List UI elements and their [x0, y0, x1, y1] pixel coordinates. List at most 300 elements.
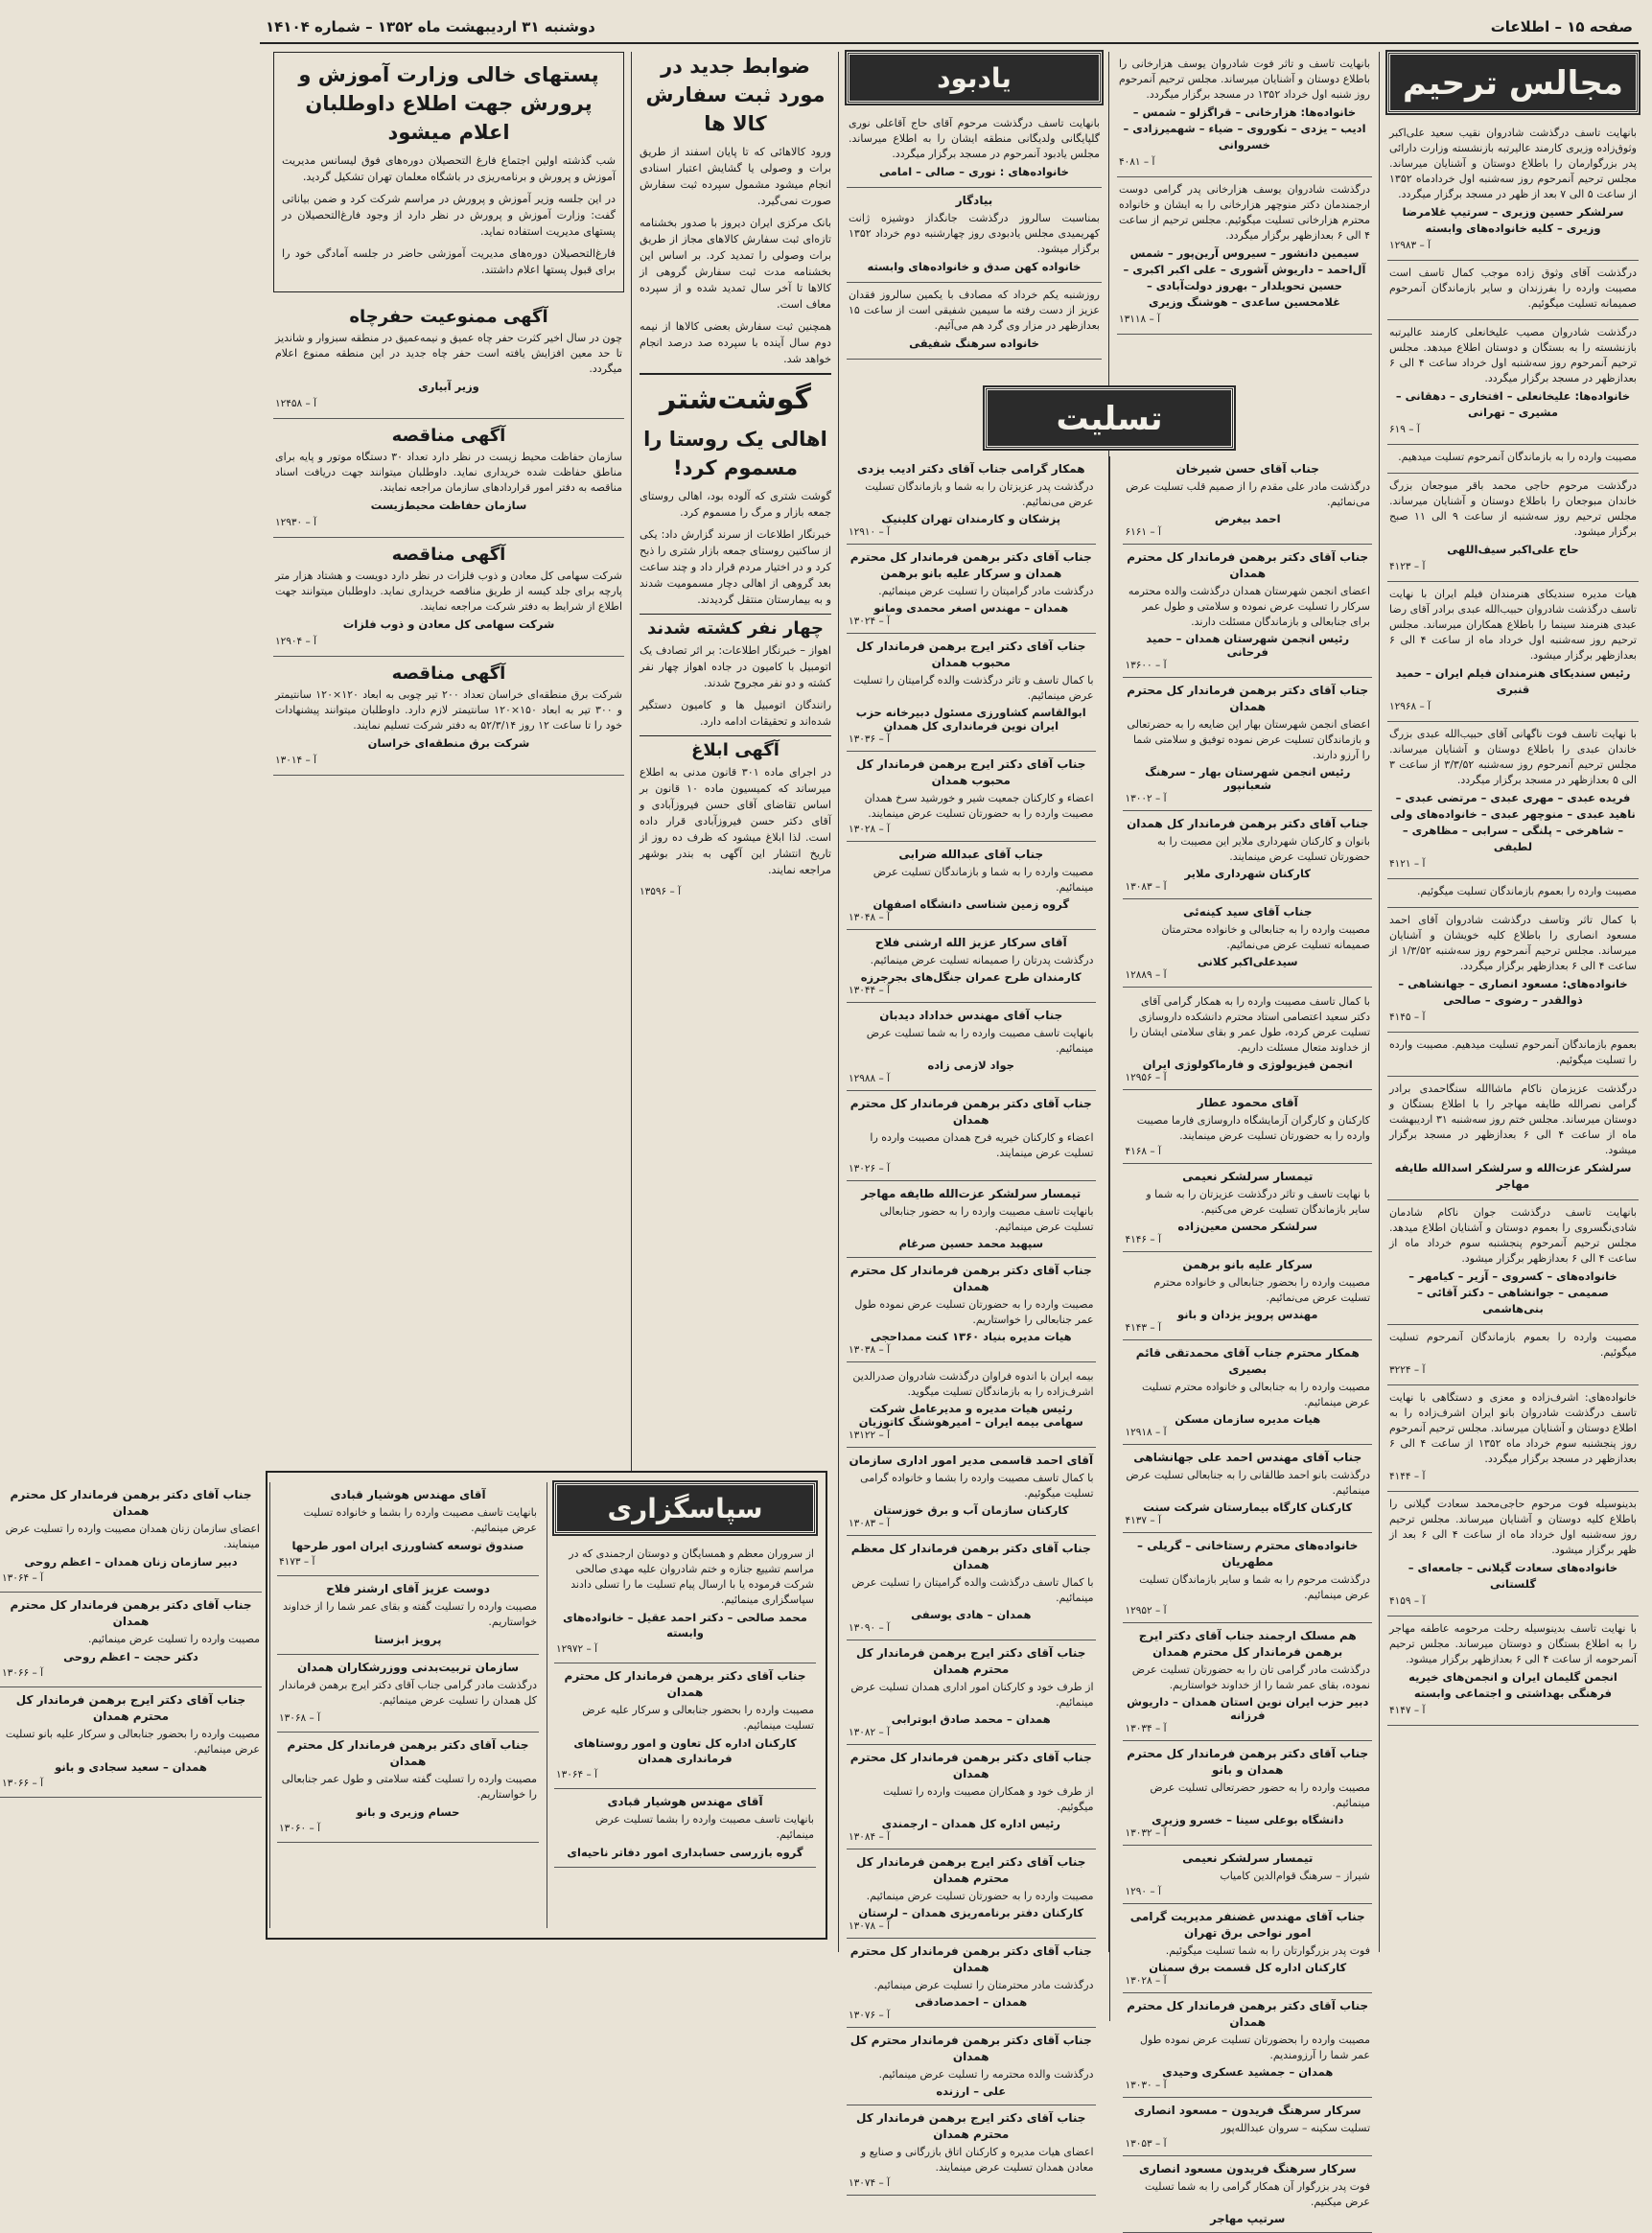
notice-body: درگذشت پدرتان را صمیمانه تسلیت عرض مینمائیم. — [870, 954, 1094, 966]
subheadline-camel-meat: اهالی یک روستا را مسموم کرد! — [643, 428, 827, 479]
notice-code: آ – ۱۳۰۶۸ — [279, 1712, 321, 1724]
notice-item — [1387, 474, 1639, 582]
notice-body: بانهایت تاسف درگذشت مرحوم آقای حاج آقاعلی نوری گلپایگانی ولدیگانی منطقه ایشان را به اطلاع میرساند. مجلس یادبود آنمرحوم در مسجد برگزار میگردد. — [849, 117, 1100, 160]
notice-body: با کمال تاثر وتاسف درگذشت شادروان آقای احمد مسعود انصاری را باطلاع کلیه خویشان و آشنایان میرساند. مجلس ترحیم آنمرحوم روز سه‌شنبه ۱/۳/۵۲ از ساعت ۴ الی ۶ بعدازظهر برگزار میگردد. — [1389, 914, 1637, 972]
notice-signature: علی – ارزنده — [936, 2084, 1007, 2098]
notice-heading: سرکار علیه بانو برهمن — [1182, 1258, 1314, 1271]
notice-item — [847, 2105, 1096, 2196]
notice-body: بانهایت تاسف درگذشت شادروان نقیب سعید علی‌اکبر وثوق‌زاده وزیری کارمند عالیرتبه بازنشسته وزارت دارائی پدر بزرگوارمان را باطلاع دوستان و آشنایان میرساند. مجلس ترحیم آنمرحوم روز سه‌شنبه اول خردادماه ۱۳۵۲ از ساعت ۵ الی ۷ بعد از ظهر در مسجد برگزار میگردد. — [1389, 127, 1637, 200]
notice-code: آ – ۶۱۶۱ — [1125, 526, 1161, 538]
notice-signature: هیات مدیره بنیاد ۱۳۶۰ کنت ممداحجی — [870, 1330, 1072, 1343]
notice-heading: جناب آقای دکتر برهمن فرماندار کل محترم همدان — [10, 1598, 252, 1628]
notice-body: از طرف خود و همکاران مصیبت وارده را تسلیت میگوئیم. — [883, 1785, 1094, 1813]
thanks-notices — [0, 1482, 816, 1928]
notice-code: آ – ۱۳۰۷۸ — [849, 1920, 891, 1932]
memorials-banner: مجالس ترحیم — [1387, 52, 1639, 113]
notice-code: آ – ۴۱۴۳ — [1125, 1322, 1161, 1334]
notice-body: مصیبت وارده را به بازماندگان آنمرحوم تسلیت میدهیم. — [1398, 451, 1637, 463]
notice-code: آ – ۱۲۹۱۰ — [849, 526, 891, 538]
notice-item — [1123, 2098, 1372, 2156]
article-paragraph: در اجرای ماده ۳۰۱ قانون مدنی به اطلاع میرساند که کمیسیون ماده ۱۰ قانون بر اساس تقاضای آقای حسن فیروزآبادی و آقای دکتر حسن فیروزآبادی قرار داده است. لذا ابلاغ میشود که ظرف ده روز از تاریخ انتشار این آگهی به بندر بوشهر مراجعه نمایند. — [640, 766, 832, 876]
headline-accident: چهار نفر کشته شدند — [640, 614, 831, 637]
notice-item — [847, 1003, 1096, 1091]
masthead — [260, 12, 1639, 44]
memorial-notices — [1387, 121, 1639, 1726]
notice-signature: سرتیپ مهاجر — [1210, 2212, 1286, 2225]
ad-title: آگهی مناقصه — [391, 426, 506, 446]
notice-code: آ – ۱۲۹۸۳ — [1389, 240, 1431, 251]
ad-code: آ – ۱۲۴۵۸ — [275, 398, 317, 409]
notice-body: درگذشت آقای وثوق زاده موجب کمال تاسف است مصیبت وارده را بفرزندان و سایر بازماندگان آنمرحوم صمیمانه تسلیت میگوئیم. — [1389, 267, 1637, 310]
notice-code: آ – ۱۳۰۶۴ — [556, 1769, 598, 1780]
notice-item — [1123, 899, 1372, 988]
notice-code: آ – ۱۳۰۴۴ — [849, 985, 891, 996]
notice-body: بعموم بازماندگان آنمرحوم تسلیت میدهیم. مصیبت وارده را تسلیت میگوئیم. — [1389, 1038, 1637, 1066]
headline-notification: آگهی ابلاغ — [640, 735, 831, 758]
column-ads — [273, 52, 624, 1473]
notice-code: آ – ۱۲۹۶۸ — [1389, 701, 1431, 712]
notice-heading: آقای مهندس هوشیار قبادی — [330, 1488, 486, 1501]
ad-code: آ – ۱۲۹۰۴ — [275, 636, 317, 647]
notice-body: شیراز – سرهنگ قوام‌الدین کامیاب — [1220, 1870, 1370, 1882]
notice-body: درگذشت مادر علی مقدم را از صمیم قلب تسلیت عرض می‌نمائیم. — [1126, 480, 1370, 508]
notice-signature: مهندس پرویز یزدان و بانو — [1177, 1308, 1318, 1321]
notice-item — [1387, 1492, 1639, 1617]
notice-item — [1123, 1623, 1372, 1741]
notice-signature: حاج علی‌اکبر سیف‌اللهی — [1447, 543, 1579, 556]
article-paragraph: گوشت شتری که آلوده بود، اهالی روستای جمعه بازار و مرگ را مسموم کرد. — [640, 490, 831, 519]
notice-code: آ – ۱۳۰۷۶ — [849, 2010, 891, 2021]
notice-signature: همدان – سعید سجادی و بانو — [55, 1760, 207, 1774]
notice-code: آ – ۱۳۰۲۴ — [849, 616, 891, 627]
notice-signature: خانواده‌ها: هزارخانی – قراگزلو – شمس – ادیب – یزدی – نکوروی – ضیاء – شهمیرزادی – خسروانی — [1123, 105, 1366, 151]
condolence-list-left — [847, 456, 1096, 2189]
notice-item — [1387, 445, 1639, 474]
notice-body: درگذشت مادر گرامیتان را تسلیت عرض مینمائیم. — [878, 585, 1094, 597]
notice-code: آ – ۳۲۲۴ — [1389, 1364, 1426, 1376]
notice-body: مصیبت وارده را بحضور جنابعالی و خانواده محترم تسلیت عرض می‌نمائیم. — [1153, 1276, 1370, 1304]
notice-item — [1117, 52, 1372, 177]
notice-signature: هیات مدیره سازمان مسکن — [1175, 1412, 1321, 1426]
notice-body: درگذشت مادر محترمتان را تسلیت عرض مینمائیم. — [873, 1979, 1094, 1991]
notice-code: آ – ۱۲۹۵۲ — [1125, 1605, 1167, 1617]
notice-heading: جناب آقای دکتر ایرج برهمن فرماندار کل محبوب همدان — [856, 757, 1086, 787]
notice-body: با نهایت تاسف و تاثر درگذشت عزیزتان را به شما و سایر بازماندگان تسلیت عرض می‌کنیم. — [1146, 1188, 1370, 1216]
notice-heading: جناب آقای دکتر برهمن فرماندار کل محترم همدان — [10, 1488, 252, 1518]
notice-body: خانواده‌های: اشرف‌زاده و معزی و دستگاهی با نهایت تاسف درگذشت شادروان بانو ایران اشرف‌زاده را به اطلاع دوستان و آشنایان میرساند. مجلس ترحیم آنمرحوم روز پنجشنبه سوم خرداد ماه ۱۳۵۲ از ساعت ۴ الی ۶ بعدازظهر در مسجد برگزار میگردد. — [1389, 1391, 1637, 1465]
notice-signature: خانواده‌های – کسروی – آزیر – کیامهر – صمیمی – جوانشاهی – دکتر آقائی – بنی‌هاشمی — [1408, 1269, 1617, 1315]
notice-body: مصیبت وارده را به جنابعالی و خانواده محترم تسلیت عرض مینمائیم. — [1142, 1381, 1370, 1408]
notice-item — [847, 634, 1096, 752]
notice-signature: حسام وزیری و بانو — [356, 1805, 460, 1819]
notice-heading: جناب آقای دکتر برهمن فرماندار کل محترم همدان — [1127, 550, 1369, 580]
article-paragraph: ورود کالاهائی که تا پایان اسفند از طریق برات و وصولی یا گشایش اعتبار اسنادی انجام میشود مشمول سپرده ثبت سفارش صورت نمی‌گیرد. — [640, 146, 831, 207]
notice-signature: خانواده‌های : نوری – صالی – امامی — [879, 165, 1069, 178]
notice-body: بانهایت تاسف مصیبت وارده را به حضور جنابعالی تسلیت عرض مینمائیم. — [879, 1205, 1094, 1233]
thanks-banner: سپاسگزاری — [554, 1482, 816, 1534]
notice-body: بانهایت تاسف مصیبت وارده را به شما تسلیت عرض مینمائیم. — [866, 1027, 1094, 1055]
notice-code: آ – ۱۳۰۸۲ — [849, 1727, 891, 1738]
notice-item — [1123, 1445, 1372, 1533]
notice-item — [1123, 1904, 1372, 1993]
ad-well-ban — [273, 300, 624, 419]
newspaper-page — [2, 12, 1639, 2225]
notice-body: مصیبت وارده را به جنابعالی و خانواده محترمتان صمیمانه تسلیت عرض می‌نمائیم. — [1161, 923, 1370, 951]
column-memorials — [1387, 52, 1639, 1952]
notice-heading: جناب آقای دکتر ایرج برهمن فرماندار کل محترم همدان — [15, 1693, 246, 1723]
notice-body: درگذشت مادر گرامی تان را به حضورتان تسلیت عرض نموده، بقای عمر شما را از خداوند خواستاریم. — [1131, 1663, 1370, 1691]
notice-item — [554, 1542, 816, 1663]
notice-heading: آقای مهندس هوشیار قبادی — [607, 1795, 763, 1808]
column-divider — [631, 52, 632, 1473]
notice-code: آ – ۱۳۰۲۸ — [849, 824, 891, 835]
article-paragraph: بانک مرکزی ایران دیروز با صدور بخشنامه تازه‌ای ثبت سفارش کالاهای مجاز از طریق برات وصولی را تمدید کرد. بر اساس این بخشنامه مدت ثبت سفارش گروهی از کالاها تا آخر سال تمدید شده و از سپرده معاف است. — [640, 217, 831, 311]
thanks-columns — [2, 1482, 816, 1928]
notice-signature: انجمن فیزیولوژی و فارماکولوژی ایران — [1142, 1058, 1353, 1071]
notice-signature: کارکنان دفتر برنامه‌ریزی همدان – لرستان — [858, 1906, 1084, 1919]
notice-heading: آقای احمد قاسمی مدیر امور اداری سازمان — [849, 1454, 1094, 1467]
notice-body: مصیبت وارده را بحضور جنابعالی و سرکار علیه بانو تسلیت عرض مینمائیم. — [5, 1728, 260, 1756]
notice-heading: جناب آقای دکتر برهمن فرماندار کل محترم همدان — [287, 1738, 529, 1768]
notice-body: اعضاء و کارکنان جمعیت شیر و خورشید سرخ همدان مصیبت وارده را به حضورتان تسلیت عرض مینمایند. — [864, 792, 1094, 820]
ad-signature: سازمان حفاظت محیط‌زیست — [370, 499, 527, 512]
notice-signature: خانواده‌ها: علیخانعلی – افتخاری – دهقانی – مشیری – تهرانی — [1395, 389, 1631, 419]
education-article-box — [273, 52, 624, 292]
ad-signature: وزیر آبیاری — [418, 380, 479, 393]
notice-signature: همدان – جمشید عسکری وحیدی — [1162, 2065, 1334, 2079]
memorial-notices-2 — [1117, 52, 1372, 335]
notice-signature: صندوق توسعه کشاورزی ایران امور طرحها — [291, 1539, 524, 1552]
notice-signature: کارمندان طرح عمران جنگل‌های بجرجرزه — [860, 970, 1082, 984]
notice-body: بدینوسیله فوت مرحوم حاجی‌محمد سعادت گیلانی را باطلاع کلیه دوستان و آشنایان میرساند. مجلس ترحیم روز سه‌شنبه اول خرداد ماه از ساعت ۴ الی ۶ بعد از ظهر برگزار میشود. — [1389, 1498, 1638, 1556]
notice-code: آ – ۱۳۰۲۶ — [849, 1163, 891, 1175]
notice-item — [554, 1663, 816, 1789]
notice-body: تسلیت سکینه – سروان عبدالله‌پور — [1221, 2122, 1370, 2134]
notice-signature: کارکنان کارگاه بیمارستان شرکت سنت — [1143, 1500, 1353, 1514]
notice-code: آ – ۱۳۰۳۴ — [1125, 1723, 1167, 1734]
notice-signature: پزشکان و کارمندان تهران کلینیک — [881, 512, 1061, 525]
notice-item — [1387, 320, 1639, 445]
notice-item — [847, 752, 1096, 842]
notice-heading: جناب آقای دکتر برهمن فرماندار کل محترم همدان — [849, 1751, 1092, 1780]
notice-body: از طرف خود و کارکنان امور اداری همدان تسلیت عرض مینمائیم. — [850, 1681, 1094, 1709]
notice-body: با کمال تاسف و تاثر درگذشت والده گرامیتان را تسلیت عرض مینمائیم. — [852, 674, 1094, 702]
notice-code: آ – ۴۱۴۷ — [1389, 1705, 1426, 1716]
ad-code: آ – ۱۲۹۳۰ — [275, 517, 317, 528]
notice-item — [847, 1640, 1096, 1745]
notice-signature: فریده عبدی – مهری عبدی – مرتضی عبدی – ناهید عبدی – منوچهر عبدی – خانواده‌های ولی – شاهرخی – پلنگی – سرابی – مظاهری – لطیفی — [1390, 791, 1636, 853]
notice-heading: خانواده‌های محترم رستاخانی – گریلی – مطهریان — [1137, 1539, 1359, 1569]
notice-code: آ – ۴۱۳۷ — [1125, 1515, 1161, 1526]
notice-signature: سیمین دانشور – سیروس آرین‌پور – شمس آل‌احمد – داریوش آشوری – علی اکبر اکبری – حسین تحویلدار – بهروز دولت‌آبادی – غلامحسین ساعدی – هوشنگ وزیری — [1123, 246, 1366, 309]
notice-signature: همدان – مهندس اصغر محمدی ومانو — [873, 601, 1069, 615]
notice-code: آ – ۱۲۹۱۸ — [1125, 1427, 1167, 1438]
notice-signature: همدان – احمدصادقی — [915, 1995, 1028, 2009]
notice-heading: آقای محمود عطار — [1197, 1096, 1298, 1109]
notice-code: آ – ۱۳۱۱۸ — [1119, 314, 1161, 325]
notice-code: آ – ۱۳۰۳۰ — [1125, 2080, 1167, 2091]
notice-signature: گروه بازرسی حسابداری امور دفاتر ناحیه‌ای — [567, 1846, 803, 1859]
notice-item — [1387, 582, 1639, 722]
notice-code: آ – ۱۳۰۶۴ — [2, 1572, 44, 1584]
notice-body: مصیبت وارده را به حضور حضرتعالی تسلیت عرض مینمائیم. — [1150, 1781, 1370, 1809]
notice-code: آ – ۴۱۴۶ — [1125, 1234, 1161, 1245]
ad-title: آگهی مناقصه — [391, 545, 506, 565]
notice-signature: سرلشکر عزت‌الله و سرلشکر اسدالله طایفه مهاجر — [1394, 1161, 1632, 1191]
notice-signature: انجمن گلیمان ایران و انجمن‌های خیریه فرهنگی بهداشتی و اجتماعی وابسته — [1408, 1670, 1617, 1700]
notice-signature: سپهبد محمد حسین صرغام — [898, 1237, 1044, 1250]
notice-body: با کمال تاسف مصیبت وارده را به همکار گرامی آقای دکتر سعید اعتصامی استاد محترم دانشکده داروسازی تسلیت عرض کرده، طول عمر و بقای سلامتی ایشان را از خداوند متعال مسئلت داریم. — [1129, 995, 1370, 1054]
notice-body: درگذشت والده محترمه را تسلیت عرض مینمائیم. — [878, 2068, 1094, 2081]
notice-body: درگذشت عزیزمان ناکام ماشاالله سنگاحمدی برادر گرامی نصرالله طایفه مهاجر را با اطلاع بستگان و دوستان میرساند. مجلس ختم روز سه‌شنبه ۳۱ اردیبهشت ماه از ساعت ۴ الی ۶ بعدازظهر در مسجد برگزار میشود. — [1389, 1082, 1637, 1156]
issue-date: دوشنبه ۳۱ اردیبهشت ماه ۱۳۵۲ – شماره ۱۴۱۰۴ — [266, 18, 595, 35]
notice-heading: جناب آقای دکتر ایرج برهمن فرماندار کل محترم همدان — [856, 1855, 1086, 1885]
notice-signature: کارکنان سازمان آب و برق خوزستان — [873, 1503, 1069, 1517]
notice-signature: احمد بیغرض — [1214, 512, 1281, 525]
notice-item — [847, 1362, 1096, 1448]
notice-heading: جناب آقای دکتر برهمن فرماندار کل محترم همدان — [849, 1944, 1092, 1974]
ad-body: سازمان حفاظت محیط زیست در نظر دارد تعداد ۳۰ دستگاه موتور و پایه برای مناطق حفاظت شده خریداری نماید. داوطلبان میتوانند جهت دریافت اسناد مناقصه به دفتر امور قراردادهای سازمان مراجعه نمایند. — [275, 451, 622, 494]
notice-item — [847, 111, 1102, 188]
notice-body: اعضای هیات مدیره و کارکنان اتاق بازرگانی و صنایع و معادن همدان تسلیت عرض مینمایند. — [860, 2146, 1094, 2174]
notice-item — [277, 1482, 539, 1576]
notice-body: مصیبت وارده را بحضورتان تسلیت عرض نموده طول عمر شما را آرزومندیم. — [1139, 2034, 1370, 2061]
ad-signature: شرکت برق منطقه‌ای خراسان — [367, 736, 530, 750]
notice-heading: جناب آقای دکتر ایرج برهمن فرماندار کل محترم همدان — [856, 1646, 1086, 1676]
notice-code: آ – ۱۲۹۵۶ — [1125, 1072, 1167, 1083]
notice-body: فوت پدر بزرگوار آن همکار گرامی را به شما تسلیت عرض میکنیم. — [1145, 2180, 1370, 2208]
article-paragraph: رانندگان اتومبیل ها و کامیون دستگیر شده‌اند و تحقیقات ادامه دارد. — [640, 699, 831, 728]
notice-heading: جناب آقای دکتر ایرج برهمن فرماندار کل محبوب همدان — [856, 640, 1086, 669]
article-paragraph: فارغ‌التحصیلان دوره‌های مدیریت آموزشی حاضر در جلسه آمادگی خود را برای قبول پستها اعلام داشتند. — [282, 247, 616, 276]
notice-item — [1387, 261, 1639, 320]
notice-heading: سرکار سرهنگ فریدون – مسعود انصاری — [1133, 2104, 1361, 2117]
notice-body: کارکنان و کارگران آزمایشگاه داروسازی فارما مصیبت وارده را به حضورتان تسلیت عرض مینمایند. — [1136, 1114, 1370, 1142]
notice-heading: جناب آقای حسن شیرخان — [1175, 462, 1319, 476]
notice-signature: کارکنان شهرداری ملایر — [1184, 867, 1311, 880]
column-divider — [1109, 456, 1110, 2021]
notice-heading: جناب آقای دکتر برهمن فرماندار کل محترم همدان و سرکار علیه بانو برهمن — [849, 550, 1092, 580]
notice-body: با نهایت تاسف فوت ناگهانی آقای حبیب‌الله عبدی بزرگ خاندان عبدی را باطلاع دوستان و آشنایان میرساند. مجلس ترحیم آنمرحوم روز سه‌شنبه ۳/۳/۵۲ از ساعت ۳ الی ۵ بعدازظهر در مسجد برگزار میگردد. — [1389, 728, 1637, 786]
notice-body: بانهایت تاسف مصیبت وارده را بشما تسلیت عرض مینمائیم. — [595, 1813, 814, 1841]
notice-item — [1387, 1077, 1639, 1200]
notice-heading: جناب آقای دکتر برهمن فرماندار کل همدان — [1127, 817, 1369, 830]
ad-title: آگهی ممنوعیت حفرچاه — [349, 307, 548, 327]
notice-signature: رئیس انجمن شهرستان همدان – حمید فرحانی — [1146, 632, 1350, 659]
notice-item — [277, 1655, 539, 1733]
notice-signature: خانواده کهن صدق و خانواده‌های وابسته — [867, 260, 1082, 273]
condolences-banner: تسلیت — [985, 387, 1234, 449]
notice-heading: تیمسار سرلشکر نعیمی — [1182, 1170, 1314, 1183]
notice-signature: کارکنان اداره کل قسمت برق سمنان — [1149, 1961, 1347, 1974]
notice-signature: رئیس سندیکای هنرمندان فیلم ایران – حمید قنبری — [1395, 666, 1631, 696]
notice-code: آ – ۶۱۹ — [1389, 424, 1420, 435]
notice-signature: رئیس هیات مدیره و مدیرعامل شرکت سهامی بیمه ایران – امیرهوشنگ کاتوزیان — [858, 1402, 1083, 1429]
notice-item — [847, 188, 1102, 283]
notice-body: مصیبت وارده را تسلیت گفته و بقای عمر شما را از خداوند خواستاریم. — [282, 1600, 537, 1628]
notice-item — [847, 1849, 1096, 1939]
notice-item — [847, 1091, 1096, 1181]
headline-education-vacancies: پستهای خالی وزارت آموزش و پرورش جهت اطلاع داوطلبان اعلام میشود — [298, 63, 599, 144]
notice-item — [847, 842, 1096, 930]
notice-code: آ – ۱۳۶۰۰ — [1125, 660, 1167, 671]
ad-tender-electricity — [273, 657, 624, 776]
notice-heading: جناب آقای دکتر برهمن فرماندار کل معظم همدان — [850, 1542, 1091, 1571]
notice-signature: همدان – هادی یوسفی — [911, 1608, 1032, 1621]
ad-tender-environment — [273, 419, 624, 538]
notice-heading: بیادگار — [955, 194, 993, 207]
notice-signature: دبیر سازمان زنان همدان – اعظم روحی — [24, 1555, 238, 1569]
ad-signature: شرکت سهامی کل معادن و ذوب فلزات — [342, 617, 555, 631]
notice-item — [847, 930, 1096, 1003]
notice-signature: جواد لازمی زاده — [927, 1058, 1015, 1072]
notice-item — [1123, 1533, 1372, 1623]
notice-body: مصیبت وارده را تسلیت عرض مینمائیم. — [87, 1633, 260, 1645]
column-news — [640, 52, 831, 1473]
notice-heading: جناب آقای دکتر برهمن فرماندار کل محترم همدان — [1127, 1999, 1369, 2029]
notice-code: آ – ۱۳۰۳۶ — [849, 733, 891, 745]
notice-signature: خانواده‌های: مسعود انصاری – جهانشاهی – ذوالقدر – رضوی – صالحی — [1398, 977, 1628, 1007]
notice-body: بانوان و کارکنان شهرداری ملایر این مصیبت را به حضورتان تسلیت عرض مینمایند. — [1157, 835, 1370, 863]
notice-item — [847, 1745, 1096, 1849]
notice-item — [1123, 988, 1372, 1090]
notice-item — [847, 545, 1096, 634]
notice-item — [847, 456, 1096, 545]
notice-body: بانهایت تاسف مصیبت وارده را بشما و خانواده تسلیت عرض مینمائیم. — [303, 1506, 537, 1534]
headline-camel-meat: گوشت‌شتر — [640, 373, 831, 419]
notice-signature: خانواده‌های سعادت گیلانی – جامعه‌ای – گلستانی — [1408, 1561, 1618, 1591]
notice-code: آ – ۱۲۹۸۸ — [849, 1073, 891, 1084]
notice-signature: رئیس انجمن شهرستان بهار – سرهنگ شعبانپور — [1145, 765, 1351, 792]
notice-signature: سیدعلی‌اکبر کلانی — [1197, 955, 1298, 968]
notice-item — [1387, 1200, 1639, 1325]
notice-code: آ – ۴۱۲۱ — [1389, 858, 1426, 870]
notice-item — [1387, 722, 1639, 879]
notice-signature: خانواده سرهنگ شفیقی — [909, 337, 1039, 350]
ad-body: شرکت برق منطقه‌ای خراسان تعداد ۲۰۰ تیر چوبی به ابعاد ۱۲۰×۱۲۰ سانتیمتر و ۳۰۰ تیر به ابعاد ۱۵۰×۱۲۰ سانتیمتر لازم دارد. داوطلبان میتوانند پیشنهادات خود را تا ساعت ۱۲ روز ۵۲/۳/۱۴ به دفتر شرکت تسلیم نمایند. — [275, 688, 623, 732]
notice-body: با نهایت تاسف بدینوسیله رحلت مرحومه عاطفه مهاجر را به اطلاع بستگان و دوستان میرساند. مجلس ترحیم آنمرحومه از ساعت ۴ الی ۶ بعدازظهر برگزار میشود. — [1389, 1622, 1637, 1665]
notice-heading: جناب آقای دکتر برهمن فرماندار کل محترم همدان — [1127, 684, 1369, 713]
notice-code: آ – ۴۱۲۳ — [1389, 561, 1426, 572]
notice-body: اعضای سازمان زنان همدان مصیبت وارده را تسلیت عرض مینمایند. — [5, 1523, 260, 1550]
notice-body: درگذشت شادروان یوسف هزارخانی پدر گرامی دوست ارجمندمان دکتر منوچهر هزارخانی را به ایشان و خانواده محترم هزارخانی تسلیت میگوئیم. مجلس ترحیم از ساعت ۴ الی ۶ بعدازظهر برگزار میگردد. — [1119, 183, 1370, 242]
notice-signature: پرویز ابزستا — [374, 1633, 442, 1646]
notice-signature: کارکنان اداره کل تعاون و امور روستاهای فرمانداری همدان — [573, 1736, 797, 1765]
article-paragraph: خبرنگار اطلاعات از سرند گزارش داد: یکی از ساکنین روستای جمعه بازار شتری را ذبح کرد و در اختیار مردم قرار داد و چند ساعت بعد گروهی از اهالی دچار مسمومیت شدند و به بیمارستان منتقل گردیدند. — [640, 528, 831, 606]
notice-signature: دکتر حجت – اعظم روحی — [63, 1650, 198, 1663]
notice-body: با کمال تاسف درگذشت والده گرامیتان را تسلیت عرض مینمائیم. — [851, 1576, 1094, 1604]
notice-item — [847, 1536, 1096, 1640]
ad-title: آگهی مناقصه — [391, 663, 506, 684]
notice-item — [1123, 678, 1372, 811]
page-label: صفحه ۱۵ – اطلاعات — [1490, 18, 1633, 35]
notice-body: مصیبت وارده را به حضورتان تسلیت عرض نموده طول عمر جنابعالی را خواستاریم. — [854, 1298, 1094, 1326]
notice-heading: هم مسلک ارجمند جناب آقای دکتر ایرج برهمن فرماندار کل محترم همدان — [1138, 1629, 1357, 1659]
notice-item — [847, 2028, 1096, 2105]
notice-heading: جناب آقای عبدالله ضرابی — [898, 848, 1044, 861]
notice-body: درگذشت مرحوم را به شما و سایر بازماندگان تسلیت عرض مینمائیم. — [1139, 1573, 1370, 1601]
notice-code: آ – ۱۳۰۸۳ — [849, 1518, 891, 1529]
remembrance-notices — [847, 111, 1102, 360]
notice-code: آ – ۴۱۷۳ — [279, 1556, 315, 1568]
notice-item — [0, 1482, 262, 1593]
notice-code: آ – ۴۱۴۵ — [1389, 1012, 1426, 1023]
notice-code: آ – ۱۳۰۴۸ — [849, 912, 891, 923]
notice-body: مصیبت وارده را بعموم بازماندگان تسلیت میگوئیم. — [1416, 885, 1637, 897]
notice-heading: دوست عزیز آقای ارشنر فلاح — [326, 1582, 490, 1595]
notice-item — [0, 1687, 262, 1798]
notice-item — [847, 283, 1102, 360]
notice-body: مصیبت وارده را تسلیت گفته سلامتی و طول عمر جنابعالی را خواستاریم. — [281, 1773, 537, 1801]
notice-heading: همکار گرامی جناب آقای دکتر ادیب یزدی — [856, 462, 1085, 476]
notice-code: آ – ۱۲۸۸۹ — [1125, 969, 1167, 981]
notice-item — [847, 1939, 1096, 2028]
notice-heading: جناب آقای مهندس غضنفر مدیریت گرامی امور نواحی برق تهران — [1129, 1910, 1365, 1940]
notice-body: بیمه ایران با اندوه فراوان درگذشت شادروان صدرالدین اشرف‌زاده را به بازماندگان تسلیت میگوید. — [852, 1370, 1094, 1398]
notice-heading: جناب آقای سید کینه‌ئی — [1183, 905, 1313, 919]
notice-body: فوت پدر بزرگوارتان را به شما تسلیت میگوئیم. — [1165, 1944, 1370, 1957]
notice-body: مصیبت وارده را به حضورتان تسلیت عرض مینمائیم. — [866, 1890, 1094, 1902]
notice-item — [1123, 1090, 1372, 1164]
notice-body: درگذشت پدر عزیزتان را به شما و بازماندگان تسلیت عرض می‌نمائیم. — [865, 480, 1094, 508]
notice-signature: گروه زمین شناسی دانشگاه اصفهان — [873, 897, 1070, 911]
ad-code: آ – ۱۳۵۹۶ — [640, 886, 682, 897]
notice-item — [1123, 1993, 1372, 2098]
notice-item — [1123, 1741, 1372, 1846]
notice-heading: جناب آقای دکتر برهمن فرماندار محترم کل همدان — [849, 2034, 1092, 2063]
notice-item — [1123, 1846, 1372, 1904]
notice-item — [847, 1448, 1096, 1536]
notice-code: آ – ۱۳۰۹۰ — [849, 1622, 891, 1634]
notice-heading: جناب آقای مهندس احمد علی جهانشاهی — [1133, 1451, 1362, 1464]
notice-code: آ – ۴۱۶۸ — [1125, 1146, 1161, 1157]
notice-code: آ – ۱۳۰۰۲ — [1125, 793, 1167, 804]
notice-code: آ – ۱۳۰۶۶ — [2, 1667, 44, 1679]
notice-heading: جناب آقای دکتر برهمن فرماندار کل محترم همدان و بانو — [1127, 1747, 1369, 1777]
notice-heading: سرکار سرهنگ فریدون مسعود انصاری — [1138, 2162, 1357, 2175]
notice-heading: همکار محترم جناب آقای محمدتقی قائم بصیری — [1135, 1346, 1360, 1376]
notice-code: آ – ۱۳۰۸۴ — [849, 1831, 891, 1843]
notice-signature: همدان – محمد صادق ابوترابی — [891, 1712, 1051, 1726]
notice-body: اعضای انجمن شهرستان بهار این ضایعه را به حضرتعالی و بازماندگان تسلیت عرض نموده توفیق و سلامتی شما را آرزو دارند. — [1127, 718, 1370, 761]
notice-body: اعضای انجمن شهرستان همدان درگذشت والده محترمه سرکار را تسلیت عرض نموده و سلامتی و طول عمر برای جنابعالی و بازماندگان مسئلت دارند. — [1128, 585, 1370, 628]
notice-code: آ – ۴۱۵۹ — [1389, 1595, 1426, 1607]
condolences-section — [847, 387, 1372, 2225]
notice-item — [847, 1181, 1096, 1258]
notice-item — [277, 1576, 539, 1655]
notice-item — [1123, 811, 1372, 899]
notice-body: روزشنبه یکم خرداد که مصادف با یکمین سالروز فقدان عزیز از دست رفته ما سیمین شفیقی است از ساعت ۱۵ بعدازظهر در مزار وی گرد هم می‌آئیم. — [849, 289, 1100, 332]
ad-code: آ – ۱۳۰۱۴ — [275, 755, 317, 766]
notice-signature: محمد صالحی – دکتر احمد عقیل – خانواده‌های وابسته — [563, 1611, 807, 1640]
notice-item — [1387, 879, 1639, 908]
notice-item — [1123, 456, 1372, 545]
article-paragraph: در این جلسه وزیر آموزش و پرورش در مراسم شرکت کرد و ضمن بیاناتی گفت: وزارت آموزش و پرورش در نظر دارد از وجود فارغ‌التحصیلان در پستهای مدیریت استفاده نماید. — [282, 193, 616, 238]
notice-body: مصیبت وارده را بعموم بازماندگان آنمرحوم تسلیت میگوئیم. — [1389, 1331, 1637, 1359]
notice-item — [1123, 1252, 1372, 1340]
notice-item — [1387, 1385, 1639, 1492]
notice-heading: جناب آقای دکتر ایرج برهمن فرماندار کل محترم همدان — [856, 2111, 1086, 2141]
notice-heading: جناب آقای مهندس خداداد دیدبان — [879, 1009, 1063, 1022]
notice-signature: دانشگاه بوعلی سینا – خسرو وزیری — [1152, 1813, 1344, 1826]
notice-body: مصیبت وارده را بحضور جنابعالی و سرکار علیه عرض تسلیت مینمائیم. — [582, 1704, 814, 1732]
notice-item — [1123, 545, 1372, 678]
notice-item — [1387, 1617, 1639, 1726]
notice-code: آ – ۱۳۰۲۸ — [1125, 1975, 1167, 1987]
notice-item — [1387, 121, 1639, 261]
ad-body: چون در سال اخیر کثرت حفر چاه عمیق و نیمه‌عمیق در منطقه سبزوار و شاندیز تا حد معین افزایش یافته است حفر چاه جدید در این منطقه ممنوع اعلام میگردد. — [275, 332, 622, 375]
notice-code: آ – ۱۳۰۷۴ — [849, 2177, 891, 2189]
